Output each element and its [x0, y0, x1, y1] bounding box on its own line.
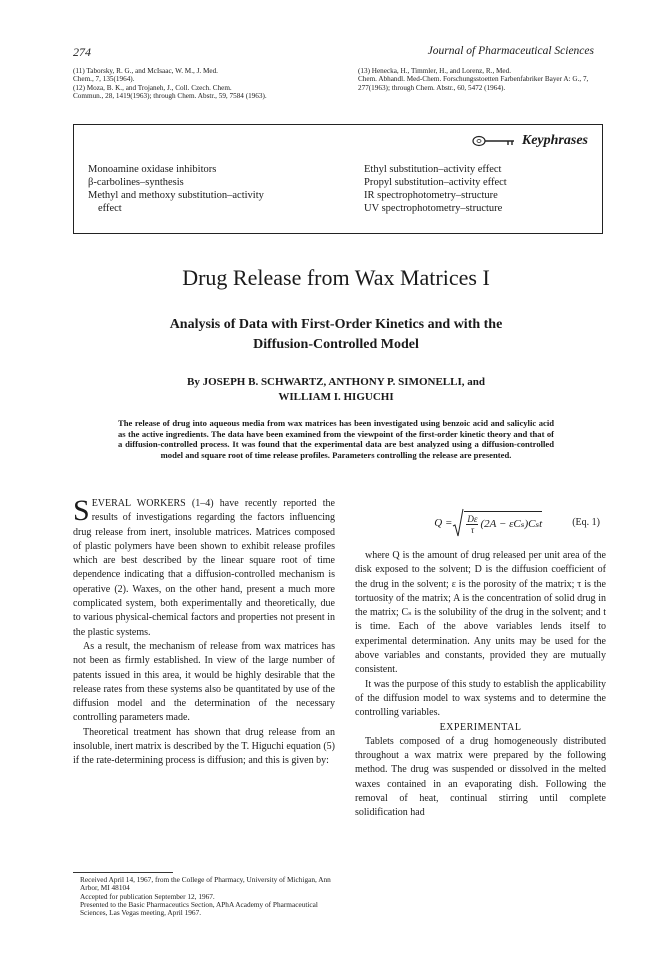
reference-13: (13) Henecka, H., Timmler, H., and Lorenz, R., Med. Chem. Abhandl. Med-Chem. Forschungsstoetten Farbenfabriker Bayer A: G., 7, 277(1963); through Chem. Abstr., 60, 5472 (1964). — [358, 67, 589, 92]
paragraph: As a result, the mechanism of release from wax matrices has not been as firmly established. In view of the large number of patents issued in this area, it would be highly desirable that the release rates from these systems also be quantitated by use of the diffusion model and the determination of the necessary controlling parameters made. — [73, 640, 335, 724]
equation-lhs: Q = — [434, 516, 453, 529]
reference-12: (12) Moza, B. K., and Trojaneh, J., Coll. Czech. Chem. Commun., 28, 1419(1963); through Chem. Abstr., 59, 7584 (1963). — [73, 83, 267, 101]
body-column-right — [355, 497, 606, 821]
footnote-accepted: Accepted for publication September 12, 1967. — [80, 891, 215, 901]
footnote-received: Received April 14, 1967, from the College of Pharmacy, University of Michigan, Ann Arbor, MI 48104 — [80, 875, 331, 893]
paragraph: It was the purpose of this study to establish the applicability of the diffusion model to wax systems and to determine the controlling variables. — [355, 678, 606, 719]
keyphrase-item: Monoamine oxidase inhibitors — [88, 164, 217, 175]
references-left — [73, 67, 335, 101]
keyphrases-heading: Keyphrases — [472, 133, 588, 149]
reference-11: (11) Taborsky, R. G., and McIsaac, W. M., J. Med. Chem., 7, 135(1964). — [73, 67, 218, 84]
keyphrase-item: UV spectrophotometry–structure — [364, 203, 503, 214]
keyphrase-item: IR spectrophotometry–structure — [364, 190, 498, 201]
equation-rest: (2A − εCₛ)Cₛt — [480, 518, 543, 531]
references-right — [358, 67, 606, 92]
paragraph: where Q is the amount of drug released per unit area of the disk exposed to the solvent; D is the diffusion coefficient of the drug in the solvent; ε is the porosity of the matrix; τ is the tortuosity of the matrix; A is the concentration of solid drug in the matrix; Cₛ is the solubility of the drug in the solvent; and t is time. Each of the above variables lends itself to experimental determination. Any units may be used for the above variables and constants, provided they are mutually consistent. — [355, 550, 606, 676]
article-authors: By JOSEPH B. SCHWARTZ, ANTHONY P. SIMONELLI, and WILLIAM I. HIGUCHI — [186, 376, 485, 403]
keyphrases-box — [73, 124, 603, 234]
footnote-divider — [73, 872, 173, 873]
paragraph: Theoretical treatment has shown that drug release from an insoluble, inert matrix is described by the T. Higuchi equation (5) if the rate-determining process is diffusion; and this is given by: — [73, 726, 335, 767]
paragraph: Tablets composed of a drug homogeneously distributed throughout a wax matrix were prepared by the following method. The drug was suspended or dissolved in the melted waxes contained in an evaporating dish. Following the removal of heat, continual stirring until complete solidification had — [355, 735, 606, 819]
article-subtitle: Analysis of Data with First-Order Kinetics and with the Diffusion-Controlled Model — [169, 317, 503, 352]
article-abstract: The release of drug into aqueous media from wax matrices has been investigated using benzoic acid and salicylic acid as the active ingredients. The data have been examined from the viewpoint of the first-order kinetic theory and that of a diffusion-controlled process. It was found that the experimental data are best analyzed using a diffusion-controlled model and square root of time release profiles. Parameters controlling the release are presented. — [118, 418, 554, 460]
keyphrases-right-column — [364, 163, 594, 215]
equation-label: (Eq. 1) — [572, 516, 600, 528]
square-root — [452, 508, 542, 538]
equation-1 — [355, 503, 606, 543]
equation-fraction: $\frac{D\varepsilon}{\tau}$ — [467, 514, 478, 535]
article-title: Drug Release from Wax Matrices I — [182, 265, 490, 290]
radical-icon — [452, 508, 464, 538]
journal-name: Journal of Pharmaceutical Sciences — [427, 45, 594, 57]
key-icon — [472, 135, 516, 147]
body-column-left — [73, 494, 336, 769]
drop-cap: S — [73, 494, 90, 527]
paragraph: SEVERAL WORKERS (1–4) have recently reported the results of investigations regarding the factors influencing drug release from inert, insoluble matrices. Matrices composed of plastic polymers have been shown to exhibit release profiles which are best described by the linear square root of time dependence indicating that a diffusion-controlled mechanism is operative (2). Waxes, on the other hand, present a much more complicated system, both experimentally and theoretically, due to various physical-chemical factors and properties not present in the plastic systems. — [73, 494, 336, 638]
keyphrase-item: β-carbolines–synthesis — [88, 177, 184, 188]
keyphrases-left-column — [88, 163, 338, 215]
page-number: 274 — [73, 45, 91, 59]
footnotes — [73, 876, 335, 917]
footnote-presented: Presented to the Basic Pharmaceutics Section, APhA Academy of Pharmaceutical Sciences, Las Vegas meeting, April 1967. — [80, 899, 318, 918]
keyphrase-item: effect — [98, 203, 122, 214]
section-heading-experimental: EXPERIMENTAL — [439, 721, 522, 733]
keyphrase-item: Ethyl substitution–activity effect — [364, 164, 502, 175]
keyphrase-item: Methyl and methoxy substitution–activity — [88, 190, 264, 201]
keyphrase-item: Propyl substitution–activity effect — [364, 177, 507, 188]
